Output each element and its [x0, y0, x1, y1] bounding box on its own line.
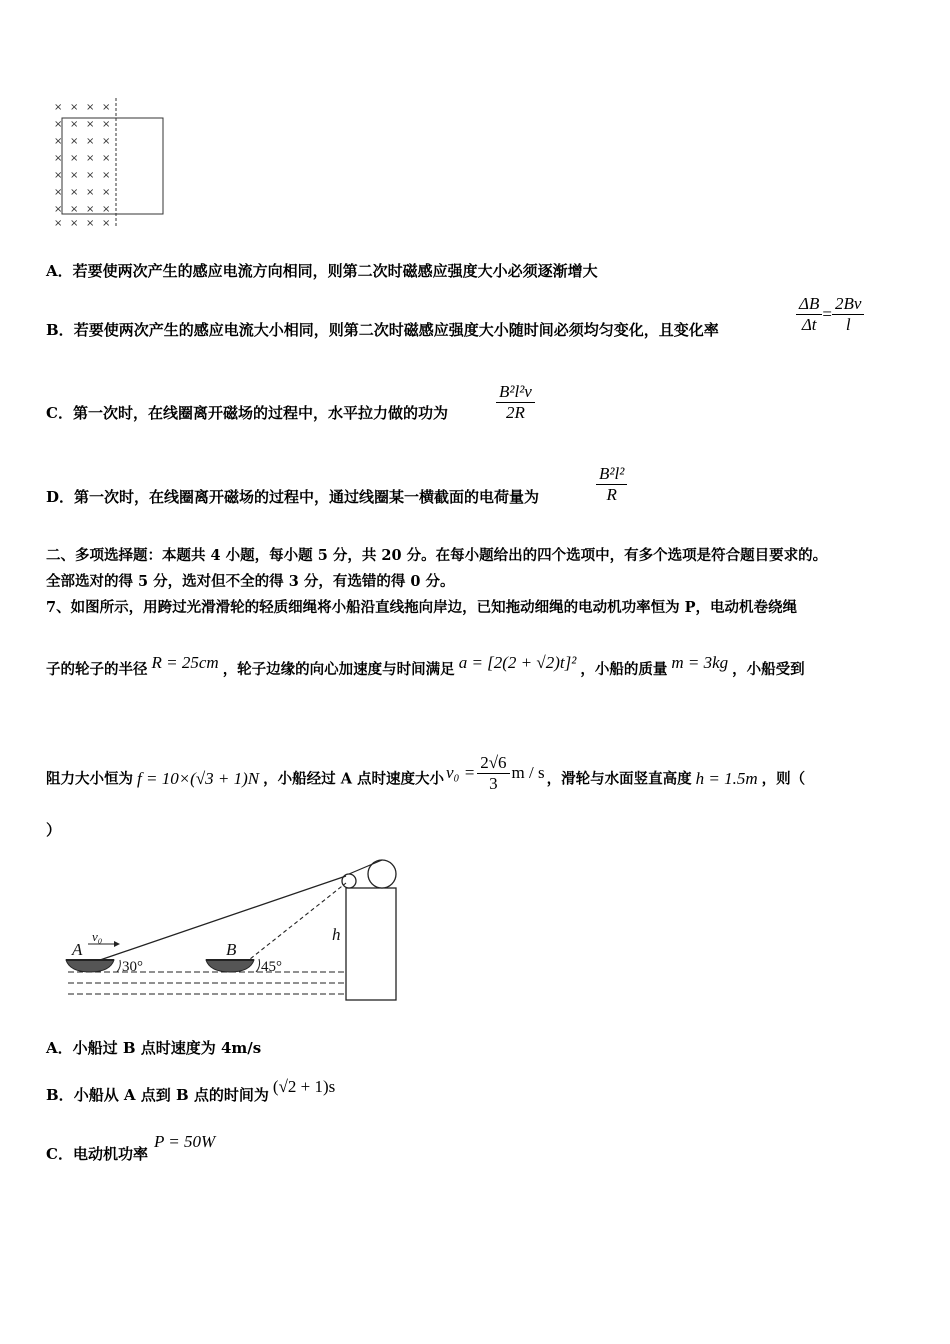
fraction-numerator: ΔB — [796, 294, 822, 315]
option-text: 小船过 B 点时速度为 4m/s — [72, 1039, 262, 1057]
fraction-denominator: l — [845, 315, 851, 334]
section-heading-line1: 二、多项选择题：本题共 4 小题，每小题 5 分，共 20 分。在每小题给出的四个选项中，有多个选项是符合题目要求的。 — [46, 547, 828, 564]
q6-option-a — [46, 261, 598, 281]
velocity-unit: m / s — [511, 762, 545, 782]
option-text: 若要使两次产生的感应电流方向相同，则第二次时磁感应强度大小必须逐渐增大 — [72, 262, 598, 280]
q7-stem-line1: 7、如图所示，用跨过光滑滑轮的轻质细绳将小船沿直线拖向岸边，已知拖动细绳的电动机功率恒为 P，电动机卷绕绳 — [46, 599, 798, 616]
svg-text:×: × — [86, 136, 95, 147]
section-heading-line2: 全部选对的得 5 分，选对但不全的得 3 分，有选错的得 0 分。 — [46, 573, 455, 590]
q7-option-c — [46, 1132, 216, 1164]
svg-text:×: × — [54, 119, 63, 130]
option-label: D． — [46, 488, 75, 506]
option-label: A． — [46, 1039, 73, 1057]
svg-text:×: × — [102, 218, 111, 229]
svg-text:×: × — [54, 136, 63, 147]
rope-to-b-dashed — [245, 883, 346, 963]
fraction-denominator: R — [606, 485, 617, 504]
text-segment: ，则（ — [761, 770, 806, 788]
svg-text:×: × — [70, 153, 79, 164]
text-segment: ，小船的质量 — [580, 661, 668, 678]
q6-option-c — [46, 403, 448, 423]
svg-text:×: × — [102, 204, 111, 215]
option-text: 小船从 A 点到 B 点的时间为 — [73, 1086, 269, 1104]
acceleration-formula: a = [2(2 + √2)t]² — [458, 653, 577, 672]
fraction-numerator: B²l² — [596, 464, 627, 485]
fraction-denominator: Δt — [801, 315, 817, 334]
text-segment: ，小船经过 A 点时速度大小 — [263, 770, 444, 788]
fraction-denominator: 2R — [505, 403, 525, 422]
q6-option-c-formula — [496, 382, 535, 423]
svg-text:×: × — [86, 218, 95, 229]
label-angle-30: 30° — [122, 959, 143, 975]
fraction-charge — [596, 464, 627, 505]
svg-text:×: × — [86, 153, 95, 164]
text-segment: ，小船受到 — [732, 661, 805, 678]
svg-text:×: × — [54, 218, 63, 229]
option-text: 第一次时，在线圈离开磁场的过程中，水平拉力做的功为 — [72, 404, 448, 422]
svg-text:×: × — [86, 102, 95, 113]
svg-text:×: × — [70, 102, 79, 113]
velocity-symbol: v₀ = — [446, 762, 476, 782]
q7-option-b — [46, 1077, 336, 1105]
angle-arc-45 — [256, 959, 260, 972]
option-label: B． — [46, 1086, 74, 1104]
svg-text:×: × — [86, 204, 95, 215]
svg-text:×: × — [70, 218, 79, 229]
mass-formula: m = 3kg — [671, 653, 729, 672]
label-b: B — [226, 940, 237, 959]
label-angle-45: 45° — [261, 959, 282, 975]
q7-option-a — [46, 1038, 261, 1058]
svg-text:×: × — [54, 170, 63, 181]
fraction-numerator: 2Bv — [832, 294, 864, 315]
velocity-fraction — [477, 753, 509, 794]
svg-text:×: × — [102, 136, 111, 147]
fraction-2bv-l — [832, 294, 864, 335]
text-segment: ，滑轮与水面竖直高度 — [546, 770, 692, 788]
equals-sign: = — [822, 304, 832, 324]
svg-text:×: × — [102, 102, 111, 113]
coil-rectangle — [62, 118, 163, 214]
svg-text:×: × — [70, 119, 79, 130]
rope-to-a — [100, 876, 346, 960]
svg-text:×: × — [102, 153, 111, 164]
radius-formula: R = 25cm — [151, 653, 219, 672]
friction-formula: f = 10×(√3 + 1)N — [137, 768, 260, 788]
q7-stem-line2 — [46, 653, 805, 680]
magnetic-field-figure — [48, 96, 173, 232]
svg-text:×: × — [70, 204, 79, 215]
fraction-work — [496, 382, 535, 423]
svg-text:×: × — [86, 119, 95, 130]
q7-stem-line3 — [46, 753, 806, 800]
boat-b — [206, 960, 254, 972]
svg-text:×: × — [70, 187, 79, 198]
svg-text:×: × — [54, 187, 63, 198]
svg-text:×: × — [70, 136, 79, 147]
option-label: B． — [46, 321, 74, 339]
svg-text:×: × — [102, 170, 111, 181]
boat-pulley-figure — [60, 855, 405, 1005]
height-formula: h = 1.5m — [695, 768, 758, 788]
fraction-denominator: 3 — [489, 774, 498, 793]
label-h: h — [332, 925, 341, 944]
svg-text:×: × — [54, 153, 63, 164]
svg-text:×: × — [70, 170, 79, 181]
option-text: 第一次时，在线圈离开磁场的过程中，通过线圈某一横截面的电荷量为 — [74, 488, 540, 506]
q6-option-d-formula — [596, 464, 627, 505]
arrow-head — [114, 941, 120, 947]
fraction-numerator: 2√6 — [477, 753, 509, 774]
q6-option-b-formula — [796, 294, 864, 335]
power-formula: P = 50W — [153, 1132, 216, 1151]
fraction-numerator: B²l²v — [496, 382, 535, 403]
label-a: A — [72, 940, 83, 959]
time-formula: (√2 + 1)s — [272, 1077, 336, 1096]
option-text: 电动机功率 — [72, 1145, 148, 1163]
svg-text:×: × — [102, 119, 111, 130]
svg-text:×: × — [86, 187, 95, 198]
q7-stem-line4: ） — [46, 821, 62, 839]
svg-text:×: × — [54, 204, 63, 215]
text-segment: 子的轮子的半径 — [46, 661, 148, 678]
option-label: C． — [46, 404, 73, 422]
q6-option-b — [46, 320, 719, 340]
bank-wall — [346, 888, 396, 1000]
q6-option-d — [46, 487, 539, 507]
boat-a — [66, 960, 114, 972]
svg-text:×: × — [86, 170, 95, 181]
svg-text:×: × — [102, 187, 111, 198]
option-text: 若要使两次产生的感应电流大小相同，则第二次时磁感应强度大小随时间必须均匀变化，且变化率 — [73, 321, 719, 339]
option-label: C． — [46, 1145, 73, 1163]
text-segment: ，轮子边缘的向心加速度与时间满足 — [222, 661, 455, 678]
option-label: A． — [46, 262, 73, 280]
text-segment: 阻力大小恒为 — [46, 770, 133, 788]
fraction-delta-b-delta-t — [796, 294, 822, 335]
svg-text:×: × — [54, 102, 63, 113]
angle-arc-30 — [117, 960, 120, 972]
label-v0: v₀ — [92, 929, 103, 944]
